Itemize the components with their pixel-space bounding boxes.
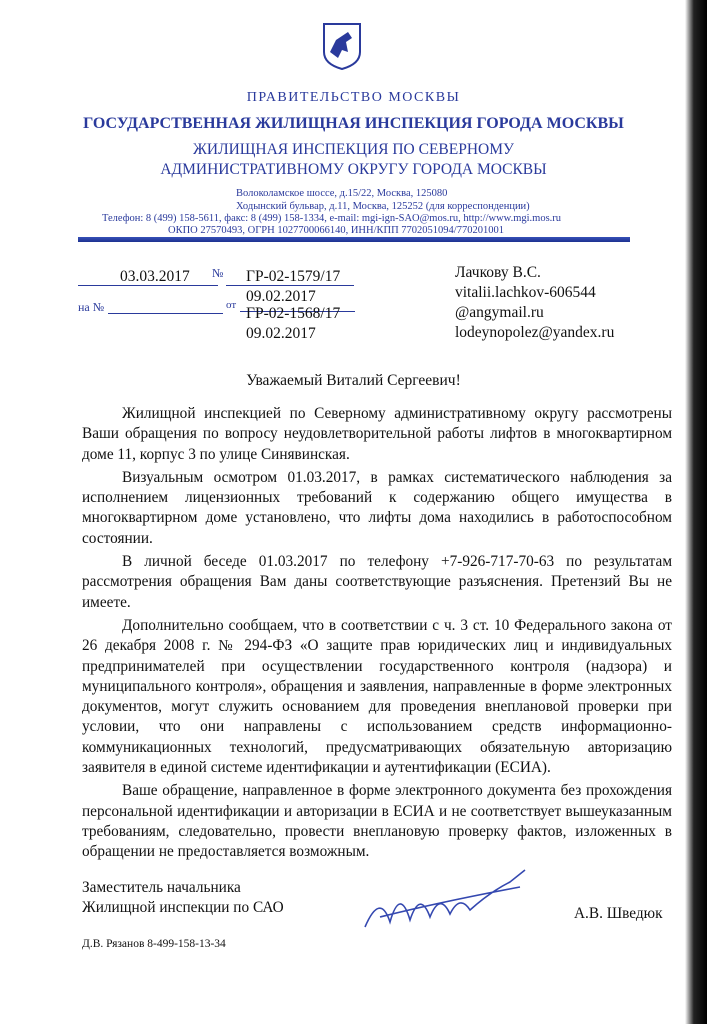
address-line1: Волоколамское шоссе, д.15/22, Москва, 125080 xyxy=(236,188,448,199)
address-line2: Ходынский бульвар, д.11, Москва, 125252 (для корреспонденции) xyxy=(236,201,530,212)
greeting: Уважаемый Виталий Сергеевич! xyxy=(246,372,461,389)
recipient-name: Лачкову В.С. xyxy=(455,264,541,281)
recipient-email-part1: vitalii.lachkov-606544 xyxy=(455,284,596,301)
recipient-email-part2: @angymail.ru xyxy=(455,304,544,321)
paragraph: Визуальным осмотром 01.03.2017, в рамках систематического наблюдения за исполнением лицензионных требований к содержанию общего имущества в многоквартирном доме установлено, что лифты дома находились в работоспособном состоянии. xyxy=(82,468,672,547)
signatory-name: А.В. Шведюк xyxy=(574,905,663,922)
sub-inspection-line2: АДМИНИСТРАТИВНОМУ ОКРУГУ ГОРОДА МОСКВЫ xyxy=(160,161,547,178)
signatory-position-line2: Жилищной инспекции по САО xyxy=(82,899,284,916)
number-label: № xyxy=(212,266,224,280)
sub-inspection-line1: ЖИЛИЩНАЯ ИНСПЕКЦИЯ ПО СЕВЕРНОМУ xyxy=(193,141,514,158)
handwritten-signature xyxy=(360,862,530,937)
signatory-position-line1: Заместитель начальника xyxy=(82,879,241,896)
letter-body xyxy=(82,404,672,866)
moscow-coat-of-arms-icon xyxy=(322,22,362,70)
reference-number: ГР-02-1568/17 xyxy=(246,305,341,322)
scan-edge xyxy=(685,0,707,1024)
reference-date: 09.02.2017 xyxy=(246,325,316,342)
paragraph: Ваше обращение, направленное в форме электронного документа без прохождения персональной идентификации и авторизации в ЕСИА и не соответствует вышеуказанным требованиям, следовательно, провести внеплановую проверку фактов, изложенных в обращении не предоставляется возможным. xyxy=(82,782,672,861)
letter-number-date: 09.02.2017 xyxy=(246,288,316,305)
inspection-title: ГОСУДАРСТВЕННАЯ ЖИЛИЩНАЯ ИНСПЕКЦИЯ ГОРОДА МОСКВЫ xyxy=(83,115,624,132)
paragraph: Дополнительно сообщаем, что в соответствии с ч. 3 ст. 10 Федерального закона от 26 декабря 2008 г. № 294-ФЗ «О защите прав юридических лиц и индивидуальных предпринимателей при осуществлении государственного контроля (надзора) и муниципального контроля», обращения и заявления, направленные в форме электронных документов, могут служить основанием для проведения внеплановой проверки при условии, что они направлены с использованием средств информационно-коммуникационных технологий, предусматривающих обязательную авторизацию заявителя в единой системе идентификации и аутентификации (ЕСИА). xyxy=(82,616,672,777)
paragraph: Жилищной инспекцией по Северному административному округу рассмотрены Ваши обращения по вопросу неудовлетворительной работы лифтов в многоквартирном доме 11, корпус 3 по улице Синявинская. xyxy=(82,405,672,463)
header-divider xyxy=(78,237,630,242)
government-title: ПРАВИТЕЛЬСТВО МОСКВЫ xyxy=(246,90,461,105)
executor-info: Д.В. Рязанов 8-499-158-13-34 xyxy=(82,938,226,950)
letter-date: 03.03.2017 xyxy=(120,268,190,285)
contacts-line: Телефон: 8 (499) 158-5611, факс: 8 (499) 158-1334, e-mail: mgi-ign-SAO@mos.ru, http://www.mgi.mos.ru xyxy=(102,213,562,224)
paragraph: В личной беседе 01.03.2017 по телефону +7-926-717-70-63 по результатам рассмотрения обращения Вам даны соответствующие разъяснения. Претензий Вы не имеете. xyxy=(82,553,672,611)
letter-number: ГР-02-1579/17 xyxy=(246,268,341,285)
codes-line: ОКПО 27570493, ОГРН 1027700066140, ИНН/КПП 7702051094/770201001 xyxy=(168,225,504,236)
recipient-email2: lodeynopolez@yandex.ru xyxy=(455,324,615,341)
from-label: от xyxy=(226,299,237,311)
reference-label: на № xyxy=(78,300,105,314)
